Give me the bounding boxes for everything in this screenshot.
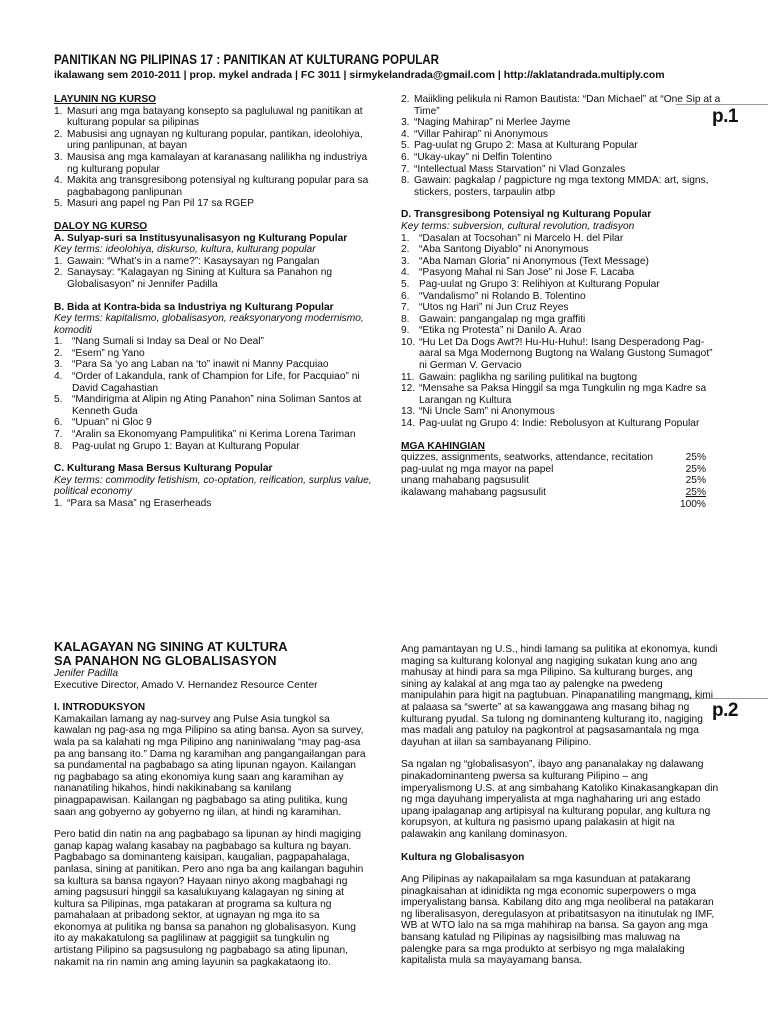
grading-label: unang mahabang pagsusulit [401,475,530,487]
grading-table [401,452,706,510]
essay-paragraph: Ang Pilipinas ay nakapailalam sa mga kasunduan at patakarang pinagkaisahan at idinidikta ng mga economic superpowers o mga imperyalistang bansa. Kabilang dito ang mga neoliberal na patakaran ng liberalisasyon, deregulasyon at pribatitsasyon na itinutulak ng IMF, WB at WTO lalo na sa mga mahihirap na bansa. Sa gayon ang mga bansang katulad ng Pilipinas ay nagsisilbing mas maluwag na palengke para sa mga produkto at serbisyo ng mga malalaking kapitalista mula sa mayayamang bansa. [401,874,715,967]
item-number: 2. [54,267,63,279]
list-item [401,418,723,430]
item-text: “Para Sa ‘yo ang Laban na ‘to” inawit ni Manny Pacquiao [72,359,329,371]
item-number: 4. [401,128,410,140]
item-text: “Aralin sa Ekonomyang Pampulitika” ni Kerima Lorena Tariman [72,429,356,441]
item-number: 3. [401,117,410,129]
section-a-title: A. Sulyap-suri sa Institusyunalisasyon ng Kulturang Popular [54,232,348,244]
list-item [401,372,723,384]
item-number: 1. [54,105,63,117]
essay-paragraph: Ang pamantayan ng U.S., hindi lamang sa pulitika at ekonomya, kundi maging sa kulturang kolonyal ang nagiging sukatan kung ano ang mahusay at hindi para sa mga Pilipino. Sa kulturang burges, ang sining ay kalakal at ang mga tao ay palengke na pwedeng manipulahin para higit na pagtubuan. Pinapanatiling mangmang, kimi at palaasa sa “swerte” at sa kawanggawa ang masang bihag ng kulturang pyudal. Sa tulong ng dominanteng kulturang ito, nagiging mas madali ang patuloy na pagkontrol at pagsasamantala ng mga dayuhan at iilan sa sambayanang Pilipino. [401,644,718,748]
item-text: Gawain: paglikha ng sariling pulitikal na bugtong [419,371,638,383]
table-row [401,487,706,499]
item-text: “Hu Let Da Dogs Awt?! Hu-Hu-Huhu!: Isang Desperadong Pag-aaral sa Mga Modernong Bugtong na Walang Gustong Sumagot” ni German V. Gervacio [419,336,713,372]
essay-paragraph: Pero batid din natin na ang pagbabago sa lipunan ay hindi magiging ganap kapag walang kasabay na pagbabago sa kultura ng bayan. Pagbabago sa dominanteng kaisipan, kaugalian, pagpapahalaga, panlasa, sining at panitikan. Pero ano nga ba ang kailangan baguhin sa kultura sa bansa ngayon? Hayaan ninyo akong magbahagi ng aming pagsusuri hinggil sa kasalukuyang kalagayan ng sining at kultura sa Pilipinas, mga patakaran at programa sa kultura ng pamahalaan at pribadong sektor, at ugnayan ng mga ito sa ekonomya at pulitika ng bansa sa panahon ng globalisasyon. Kung ito ay makakatulong sa paglilinaw at paggigiit sa tungkulin ng artistang Pilipino sa pagsusulong ng pagbabago sa ating lipunan, nakamit na rin namin ang aming layunin sa pagkakataong ito. [54,829,364,968]
section-c-list [54,498,372,510]
list-item [54,267,372,290]
intro-heading: I. INTRODUKSYON [54,702,146,714]
list-item [401,314,723,326]
essay-title-line-1: KALAGAYAN NG SINING AT KULTURA [54,639,288,654]
item-number: 8. [401,175,410,187]
item-text: Maiikling pelikula ni Ramon Bautista: “Dan Michael” at “One Sip at a Time” [414,94,721,117]
item-number: 6. [401,151,410,163]
section-heading-layunin: LAYUNIN NG KURSO [54,94,157,105]
item-text: “Esem” ng Yano [72,347,145,359]
item-number: 7. [401,302,410,314]
item-number: 2. [401,94,410,105]
item-number: 3. [401,255,410,267]
item-number: 12. [401,383,416,395]
list-item [401,291,723,303]
list-item [401,383,723,406]
essay-left-column [54,640,366,968]
list-item [401,152,723,164]
item-text: “Aba Santong Diyablo” ni Anonymous [419,244,589,256]
item-number: 1. [54,498,63,509]
item-text: “Intellectual Mass Starvation” ni Vlad Gonzales [414,163,626,175]
section-c-list-continued [401,94,723,198]
syllabus-right-column [401,94,723,510]
item-number: 9. [401,325,410,337]
item-number: 4. [401,267,410,279]
item-text: “Para sa Masa” ng Eraserheads [67,498,212,509]
section-b-list [54,336,372,452]
item-text: Pag-uulat ng Grupo 3: Relihiyon at Kulturang Popular [419,278,660,290]
item-number: 8. [54,440,63,452]
item-number: 10. [401,336,416,348]
essay-page [0,640,768,1024]
list-item [54,417,372,429]
page-number-label: p.2 [712,700,738,721]
item-text: Makita ang transgresibong potensiyal ng kulturang popular para sa pagbabagong panlipunan [67,175,369,198]
item-number: 1. [401,232,410,244]
table-row [401,452,706,464]
list-item [54,175,372,198]
item-text: “Etika ng Protesta” ni Danilo A. Arao [419,325,582,337]
item-text: “Utos ng Hari” ni Jun Cruz Reyes [419,302,569,314]
list-item [54,348,372,360]
item-number: 6. [54,417,63,429]
item-number: 4. [54,371,63,383]
layunin-list [54,106,372,210]
item-number: 3. [54,359,63,371]
list-item [401,279,723,291]
item-text: “Order of Lakandula, rank of Champion for Life, for Pacquiao” ni David Cagahastian [72,371,360,394]
list-item [401,256,723,268]
item-text: “Upuan” ni Gloc 9 [72,417,152,429]
item-text: “Aba Naman Gloria” ni Anonymous (Text Message) [419,255,649,267]
list-item [54,256,372,268]
item-text: Pag-uulat ng Grupo 4: Indie: Rebolusyon at Kulturang Popular [419,418,700,430]
list-item [54,336,372,348]
item-number: 14. [401,418,416,430]
course-title: PANITIKAN NG PILIPINAS 17 : PANITIKAN AT KULTURANG POPULAR [54,52,440,67]
list-item [54,198,372,210]
item-text: “Ukay-ukay” ni Delfin Tolentino [414,151,552,163]
section-b-keyterms: Key terms: kapitalismo, globalisasyon, reaksyonaryong modernismo, komoditi [54,313,364,336]
item-number: 5. [401,278,410,290]
grading-label: quizzes, assignments, seatworks, attendance, recitation [401,452,653,464]
item-text: “Naging Mahirap” ni Merlee Jayme [414,117,571,129]
section-heading-kultura: Kultura ng Globalisasyon [401,851,525,863]
section-heading-daloy: DALOY NG KURSO [54,220,148,232]
essay-paragraph: Sa ngalan ng “globalisasyon”, ibayo ang pananalakay ng dalawang pinakadominanteng pwersa sa kulturang Pilipino – ang imperyalismong U.S. at ang simbahang Katoliko Kinakasangkapan din ng mga dayuhang imperyalista at mga naghaharing uri ang estado upang ipalaganap ang artipisyal na kulturang popular, ang kultura ng korupsyon, at kultura ng pasismo upang palakasin at higit na palawakin ang kanilang dominasyon. [401,759,719,840]
item-number: 3. [54,151,63,163]
grading-percent: 25% [685,452,706,464]
item-text: “Ni Uncle Sam” ni Anonymous [419,406,555,418]
list-item [54,359,372,371]
item-text: Pag-uulat ng Grupo 2: Masa at Kulturang Popular [414,140,638,152]
grading-total: 100% [679,498,706,510]
list-item [54,429,372,441]
list-item [401,175,723,198]
item-text: “Nang Sumali si Inday sa Deal or No Deal” [72,336,264,348]
item-text: Pag-uulat ng Grupo 1: Bayan at Kulturang Popular [72,440,300,452]
item-number: 4. [54,175,63,187]
item-number: 7. [401,163,410,175]
syllabus-page [0,44,768,564]
essay-paragraph: Kamakailan lamang ay nag-survey ang Pulse Asia tungkol sa kawalan ng pag-asa ng mga Pilipino sa ating bansa. Ayon sa survey, wala pa sa kalahati ng mga Pilipino ang naniniwalang “may pag-asa pa ang bansang ito.” Dama ng karamihan ang pangangailangan para sa pundamental na pagbabago sa ating lipunan ngayon. Kailangan ng pagbabago sa ating ekonomiya kung saan ang karamihan ay nananatiling hikahos, hindi nakikinabang sa kanilang pinagpapawisan. Kailangan ng pagbabago sa ating pulitika, kung saan ang gobyerno ay gobyerno ng iilan, at hindi ng karamihan. [54,713,366,818]
list-item [54,441,372,453]
grading-percent: 25% [685,475,706,487]
item-number: 2. [54,128,63,140]
list-item [54,394,372,417]
section-c-title: C. Kulturang Masa Bersus Kulturang Popular [54,463,273,475]
item-text: “Dasalan at Tocsohan” ni Marcelo H. del Pilar [419,232,624,244]
item-number: 7. [54,429,63,441]
item-text: “Pasyong Mahal ni San Jose” ni Jose F. Lacaba [419,267,635,279]
list-item [54,129,372,152]
table-row [401,475,706,487]
item-text: “Mandirigma at Alipin ng Ating Panahon” nina Soliman Santos at Kenneth Guda [72,394,362,417]
list-item [401,244,723,256]
list-item [401,233,723,245]
item-number: 5. [54,198,63,210]
essay-right-column [401,644,719,967]
section-heading-kahingian: MGA KAHINGIAN [401,440,485,452]
list-item [401,302,723,314]
item-text: Gawain: “What’s in a name?”: Kasaysayan ng Pangalan [67,255,320,267]
section-a-keyterms: Key terms: ideolohiya, diskurso, kultura, kulturang popular [54,244,316,256]
item-text: Mausisa ang mga kamalayan at karanasang nalilikha ng industriya ng kulturang popular [67,151,368,175]
item-text: Mabusisi ang ugnayan ng kulturang popular, pantikan, ideolohiya, uring panlipunan, at bayan [67,128,363,152]
list-item [54,152,372,175]
item-number: 2. [401,244,410,256]
item-number: 13. [401,406,416,418]
item-number: 5. [54,394,63,406]
item-text: Sanaysay: “Kalagayan ng Sining at Kultura sa Panahon ng Globalisasyon” ni Jennifer Padilla [67,267,333,290]
item-text: Masuri ang papel ng Pan Pil 17 sa RGEP [67,198,254,210]
grading-percent: 25% [685,487,706,498]
syllabus-left-column [54,94,372,510]
list-item [54,371,372,394]
table-row [401,464,706,476]
item-text: “Mensahe sa Paksa Hinggil sa mga Tungkulin ng mga Kadre sa Larangan ng Kultura [419,383,707,406]
list-item [401,267,723,279]
item-text: “Vandalismo” ni Rolando B. Tolentino [419,290,586,302]
grading-label: pag-uulat ng mga mayor na papel [401,463,554,475]
list-item [401,140,723,152]
essay-title-line-2: SA PANAHON NG GLOBALISASYON [54,653,277,668]
section-a-list [54,256,372,291]
list-item [401,117,723,129]
course-subtitle: ikalawang sem 2010-2011 | prop. mykel andrada | FC 3011 | sirmykelandrada@gmail.com | http://aklatandrada.multiply.com [54,69,665,81]
list-item [401,325,723,337]
item-text: Gawain: pangangalap ng mga graffiti [419,313,586,325]
item-text: Gawain: pagkalap / pagpicture ng mga textong MMDA: art, signs, stickers, posters, tarpaulin atbp [414,175,709,198]
list-item [401,337,723,372]
list-item [401,94,723,117]
item-number: 2. [54,347,63,359]
section-d-title: D. Transgresibong Potensiyal ng Kulturang Popular [401,209,652,221]
list-item [401,129,723,141]
essay-author: Jenifer Padilla [54,668,118,679]
list-item [401,164,723,176]
section-b-title: B. Bida at Kontra-bida sa Industriya ng Kulturang Popular [54,301,334,313]
table-row-total [401,499,706,511]
item-number: 1. [54,255,63,267]
essay-author-role: Executive Director, Amado V. Hernandez Resource Center [54,679,318,691]
section-d-keyterms: Key terms: subversion, cultural revolution, tradisyon [401,220,635,232]
item-number: 8. [401,313,410,325]
item-number: 5. [401,140,410,152]
item-number: 1. [54,336,63,348]
list-item [54,498,372,510]
item-number: 6. [401,290,410,302]
list-item [54,106,372,129]
grading-percent: 25% [685,463,706,475]
page-number-label: p.1 [712,106,738,127]
grading-label: ikalawang mahabang pagsusulit [401,487,546,498]
list-item [401,406,723,418]
section-c-keyterms: Key terms: commodity fetishism, co-optation, reification, surplus value, political economy [54,474,372,498]
item-text: “Villar Pahirap” ni Anonymous [414,128,549,140]
item-text: Masuri ang mga batayang konsepto sa pagluluwal ng panitikan at kulturang popular sa pilipinas [67,105,363,129]
item-number: 11. [401,371,415,383]
section-d-list [401,233,723,430]
